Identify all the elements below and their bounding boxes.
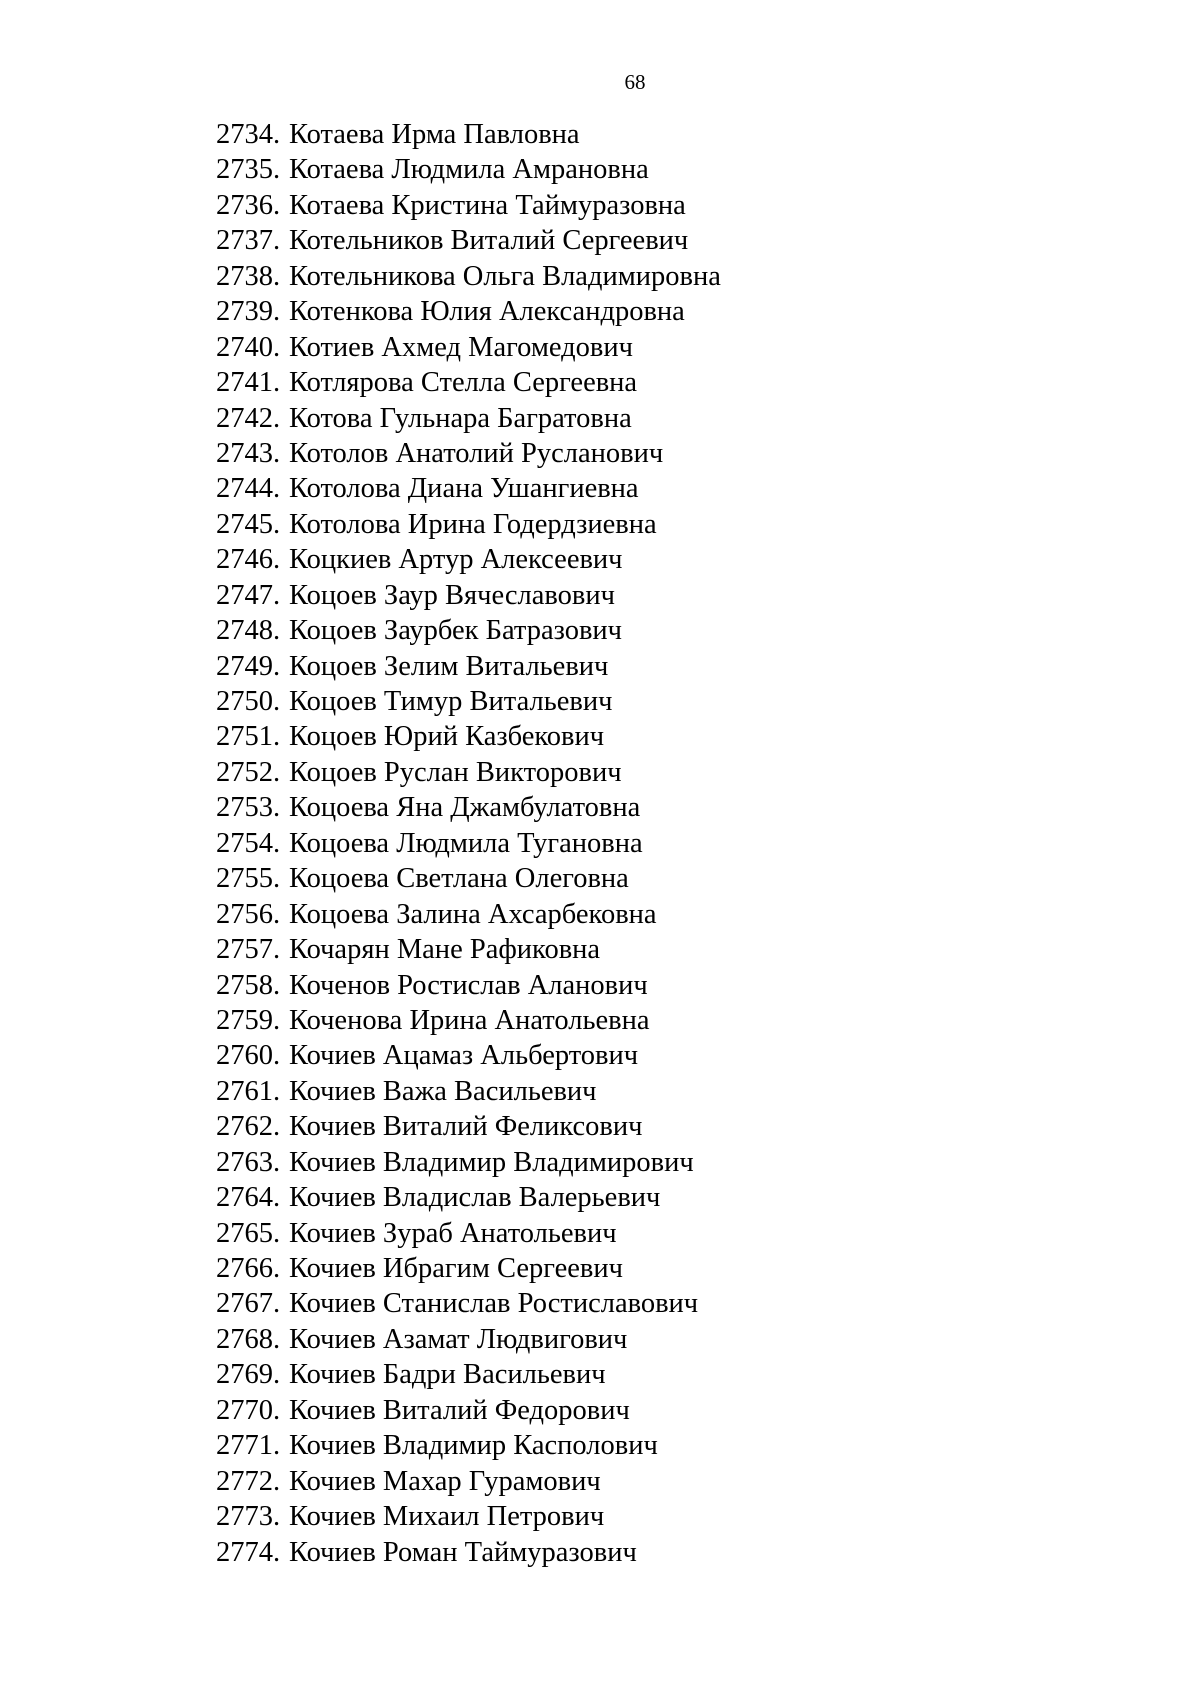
- list-item: [216, 1216, 721, 1251]
- entry-number: 2774.: [216, 1536, 281, 1568]
- list-item: [216, 861, 721, 896]
- list-item: [216, 507, 721, 542]
- list-item: [216, 1428, 721, 1463]
- list-item: [216, 578, 721, 613]
- entry-number: 2771.: [216, 1430, 281, 1462]
- list-item: [216, 1499, 721, 1534]
- list-item: [216, 684, 721, 719]
- entry-number: 2737.: [216, 225, 281, 257]
- list-item: [216, 1180, 721, 1215]
- entry-name: Кочиев Ацамаз Альбертович: [289, 1040, 639, 1072]
- list-item: [216, 365, 721, 400]
- entry-number: 2760.: [216, 1040, 281, 1072]
- entry-number: 2742.: [216, 402, 281, 434]
- entry-number: 2752.: [216, 756, 281, 788]
- entry-number: 2770.: [216, 1394, 281, 1426]
- entry-name: Коченова Ирина Анатольевна: [289, 1004, 650, 1036]
- entry-name: Коцоева Светлана Олеговна: [289, 863, 629, 895]
- list-item: [216, 152, 721, 187]
- list-item: [216, 719, 721, 754]
- entry-number: 2747.: [216, 579, 281, 611]
- entry-name: Котаева Людмила Амрановна: [289, 154, 649, 186]
- list-item: [216, 542, 721, 577]
- entry-name: Кочиев Виталий Федорович: [289, 1394, 630, 1426]
- entry-number: 2745.: [216, 508, 281, 540]
- entry-number: 2762.: [216, 1111, 281, 1143]
- entry-name: Кочиев Ибрагим Сергеевич: [289, 1253, 623, 1284]
- entry-name: Коцоева Яна Джамбулатовна: [289, 792, 641, 824]
- entry-name: Котолова Диана Ушангиевна: [289, 473, 639, 505]
- entry-number: 2757.: [216, 934, 281, 966]
- entry-name: Коченов Ростислав Аланович: [289, 969, 648, 1001]
- list-item: [216, 471, 721, 506]
- list-item: [216, 117, 721, 152]
- list-item: [216, 826, 721, 861]
- entry-number: 2773.: [216, 1501, 281, 1533]
- list-item: [216, 1393, 721, 1428]
- entry-number: 2744.: [216, 473, 281, 505]
- entry-number: 2738.: [216, 260, 281, 292]
- entry-name: Коцоев Руслан Викторович: [289, 756, 622, 788]
- entry-number: 2761.: [216, 1075, 281, 1107]
- entry-name: Кочиев Азамат Людвигович: [289, 1323, 628, 1355]
- entry-number: 2758.: [216, 969, 281, 1001]
- list-item: [216, 897, 721, 932]
- entry-number: 2735.: [216, 154, 281, 186]
- list-item: [216, 1535, 721, 1570]
- entry-name: Кочиев Важа Васильевич: [289, 1075, 597, 1107]
- entry-number: 2741.: [216, 367, 281, 399]
- entry-number: 2767.: [216, 1288, 281, 1320]
- entry-number: 2740.: [216, 331, 281, 363]
- list-item: [216, 613, 721, 648]
- entry-name: Кочиев Бадри Васильевич: [289, 1359, 606, 1391]
- entry-number: 2734.: [216, 119, 281, 150]
- list-item: [216, 1003, 721, 1038]
- entry-number: 2754.: [216, 827, 281, 859]
- entry-number: 2763.: [216, 1146, 281, 1178]
- entry-number: 2766.: [216, 1253, 281, 1284]
- page-number: 68: [624, 70, 646, 94]
- entry-name: Кочарян Мане Рафиковна: [289, 934, 601, 966]
- list-item: [216, 755, 721, 790]
- entry-name: Коцоева Залина Ахсарбековна: [289, 898, 657, 930]
- entry-name: Кочиев Владимир Владимирович: [289, 1146, 694, 1178]
- entry-number: 2768.: [216, 1323, 281, 1355]
- entry-name: Котаева Ирма Павловна: [289, 119, 580, 150]
- entry-number: 2736.: [216, 189, 281, 221]
- entry-name: Коцкиев Артур Алексеевич: [289, 544, 623, 576]
- entry-name: Котолова Ирина Годердзиевна: [289, 508, 657, 540]
- list-item: [216, 1109, 721, 1144]
- entry-name: Коцоев Заурбек Батразович: [289, 615, 623, 647]
- entry-name: Коцоев Тимур Витальевич: [289, 686, 613, 717]
- entry-number: 2755.: [216, 863, 281, 895]
- list-item: [216, 649, 721, 684]
- list-item: [216, 436, 721, 471]
- list-item: [216, 188, 721, 223]
- list-item: [216, 1145, 721, 1180]
- entry-number: 2749.: [216, 650, 281, 682]
- entry-name: Котенкова Юлия Александровна: [289, 296, 685, 328]
- entry-number: 2743.: [216, 437, 281, 469]
- entry-name: Коцоева Людмила Тугановна: [289, 827, 643, 859]
- entry-name: Коцоев Юрий Казбекович: [289, 721, 605, 753]
- entry-name: Кочиев Владислав Валерьевич: [289, 1182, 661, 1214]
- list-item: [216, 259, 721, 294]
- entry-name: Кочиев Махар Гурамович: [289, 1465, 601, 1497]
- list-item: [216, 401, 721, 436]
- list-item: [216, 294, 721, 329]
- entry-name: Котиев Ахмед Магомедович: [289, 331, 633, 363]
- entry-name: Коцоев Заур Вячеславович: [289, 579, 615, 611]
- list-item: [216, 1251, 721, 1286]
- list-item: [216, 1074, 721, 1109]
- list-item: [216, 330, 721, 365]
- list-item: [216, 1286, 721, 1321]
- entry-number: 2769.: [216, 1359, 281, 1391]
- list-item: [216, 790, 721, 825]
- entry-name: Кочиев Владимир Касполович: [289, 1430, 658, 1462]
- list-item: [216, 932, 721, 967]
- list-item: [216, 1038, 721, 1073]
- entry-name: Котова Гульнара Багратовна: [289, 402, 632, 434]
- entry-name: Котаева Кристина Таймуразовна: [289, 189, 686, 221]
- list-item: [216, 223, 721, 258]
- entry-name: Коцоев Зелим Витальевич: [289, 650, 609, 682]
- entry-number: 2739.: [216, 296, 281, 328]
- entry-number: 2764.: [216, 1182, 281, 1214]
- entry-name: Кочиев Станислав Ростиславович: [289, 1288, 699, 1320]
- entry-name: Котолов Анатолий Русланович: [289, 437, 664, 469]
- entry-number: 2748.: [216, 615, 281, 647]
- entry-name: Котельников Виталий Сергеевич: [289, 225, 689, 257]
- name-list: [216, 117, 721, 1570]
- entry-number: 2746.: [216, 544, 281, 576]
- entry-number: 2759.: [216, 1004, 281, 1036]
- entry-name: Кочиев Зураб Анатольевич: [289, 1217, 617, 1249]
- entry-number: 2765.: [216, 1217, 281, 1249]
- entry-number: 2756.: [216, 898, 281, 930]
- entry-name: Кочиев Михаил Петрович: [289, 1501, 605, 1533]
- entry-name: Котельникова Ольга Владимировна: [289, 260, 721, 292]
- entry-number: 2751.: [216, 721, 281, 753]
- entry-number: 2772.: [216, 1465, 281, 1497]
- list-item: [216, 1464, 721, 1499]
- list-item: [216, 1322, 721, 1357]
- list-item: [216, 968, 721, 1003]
- entry-number: 2750.: [216, 686, 281, 717]
- entry-name: Котлярова Стелла Сергеевна: [289, 367, 638, 399]
- entry-number: 2753.: [216, 792, 281, 824]
- entry-name: Кочиев Роман Таймуразович: [289, 1536, 637, 1568]
- list-item: [216, 1357, 721, 1392]
- entry-name: Кочиев Виталий Феликсович: [289, 1111, 643, 1143]
